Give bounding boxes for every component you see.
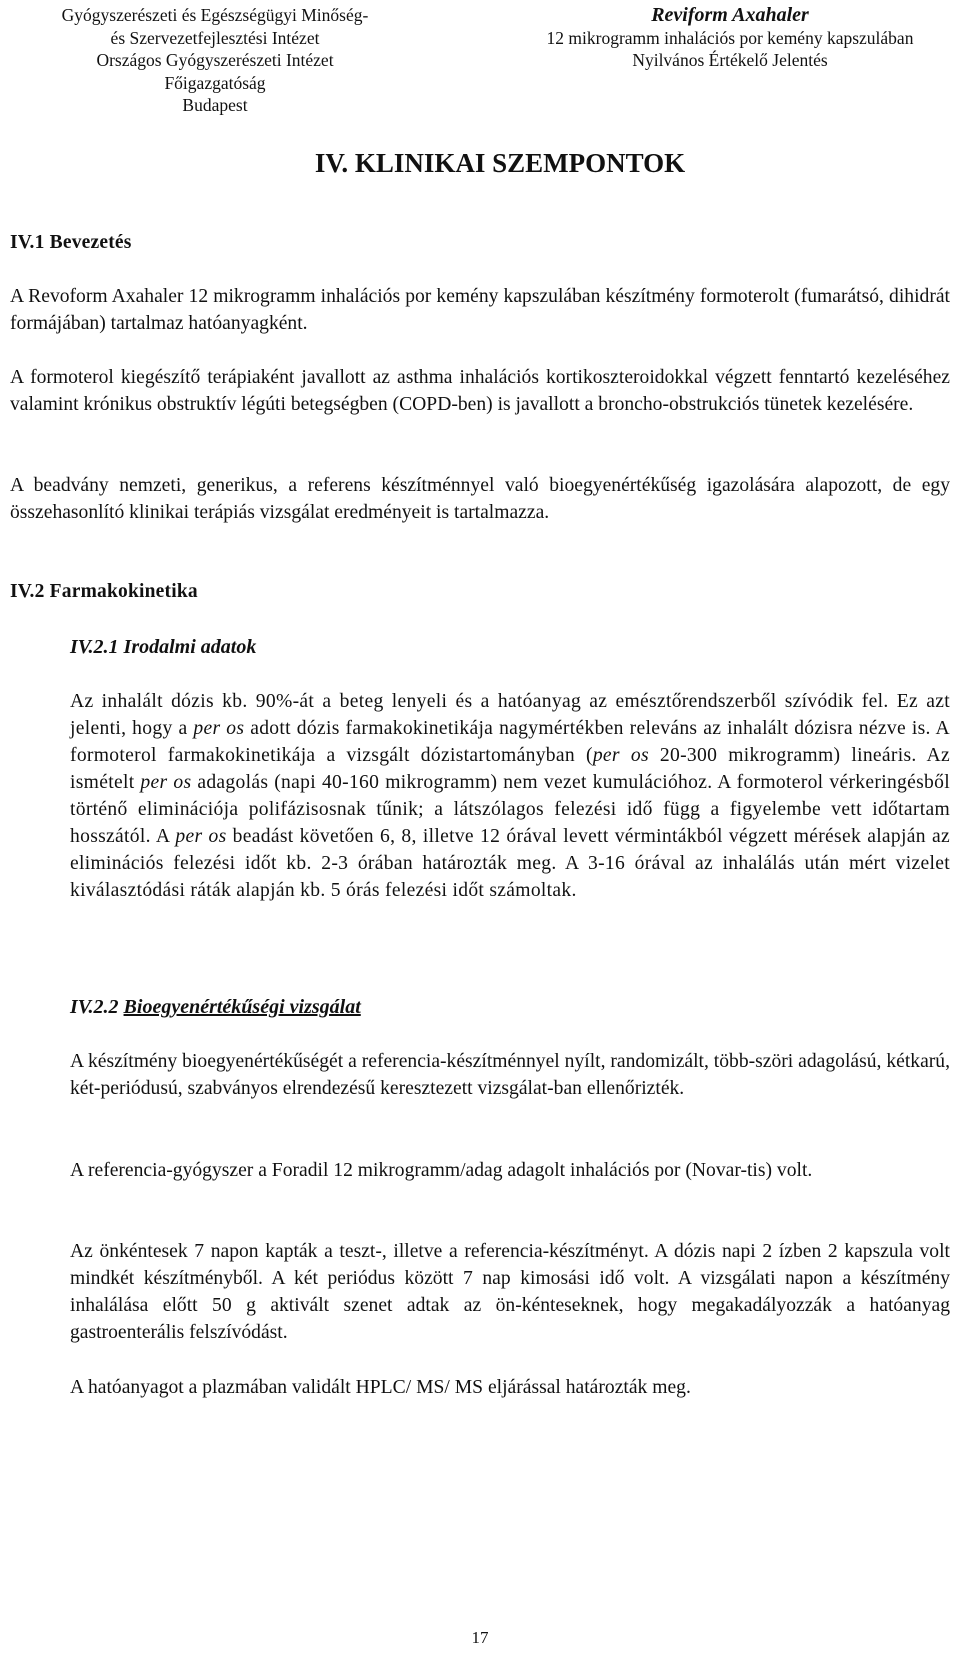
chapter-title-text: IV. KLINIKAI SZEMPONTOK: [314, 148, 686, 178]
text-run: Az inhalált dózis kb. 90%-át a beteg lenyeli és a hatóanyag az emésztőrendszerből szívódik fel. Ez azt jelenti, hogy a: [70, 691, 950, 739]
section-heading-introduction: IV.1 Bevezetés: [10, 232, 132, 253]
bioequivalence-paragraph-3: Az önkéntesek 7 napon kapták a teszt-, illetve a referencia-készítményt. A dózis napi 2 ízben 2 kapszula volt mindkét készítményből. A két periódus között 7 nap kimosási idő volt. A vizsgálati napon a készítmény inhalálása előtt 50 g aktivált szenet adtak az ön-kénteseknek, hogy megakadályozzák a hatóanyag gastroenterális felszívódást.: [70, 1241, 950, 1343]
bioequivalence-paragraph-2: A referencia-gyógyszer a Foradil 12 mikrogramm/adag adagolt inhalációs por (Novar-tis) volt.: [70, 1160, 813, 1181]
text-run: adott dózis farmakokinetikája nagymértékben releváns az inhalált dózisra nézve is. A formoterol farmakokinetikája a vizsgált dózistartományban (: [70, 718, 950, 766]
subsection-number: IV.2.2: [70, 996, 119, 1018]
bioequivalence-paragraph-1: A készítmény bioegyenértékűségét a referencia-készítménnyel nyílt, randomizált, több-szöri adagolású, kétkarú, két-periódusú, szabványos elrendezésű keresztezett vizsgálat-ban ellenőrizték.: [70, 1051, 950, 1099]
header-institution-line: Főigazgatóság: [164, 72, 266, 93]
header-institution-line: Országos Gyógyszerészeti Intézet: [96, 50, 334, 70]
text-run: 20-300 mikrogramm) lineáris. Az ismételt: [70, 745, 950, 793]
subsection-title: Bioegyenértékűségi vizsgálat: [123, 996, 361, 1018]
literature-paragraph: [70, 688, 950, 904]
report-type: Nyilvános Értékelő Jelentés: [632, 50, 828, 70]
bioequivalence-paragraph-4: A hatóanyagot a plazmában validált HPLC/ MS/ MS eljárással határozták meg.: [70, 1377, 691, 1398]
header-institution: [50, 4, 380, 117]
section-heading-pharmacokinetics: IV.2 Farmakokinetika: [10, 581, 198, 602]
text-run-italic: per os: [175, 826, 227, 847]
text-run: adagolás (napi 40-160 mikrogramm) nem vezet kumulációhoz. A formoterol vérkeringésből történő eliminációja polifázisosnak tűnik; a látszólagos felezési idő függ a figyelembe vett időtartam hosszától. A: [70, 772, 950, 847]
chapter-title: [0, 148, 960, 179]
text-run-italic: per os: [193, 718, 245, 739]
intro-paragraph-3: A beadvány nemzeti, generikus, a referens készítménnyel való bioegyenértékűség igazolására alapozott, de egy összehasonlító klinikai terápiás vizsgálat eredményeit is tartalmazza.: [10, 475, 950, 523]
intro-paragraph-2: A formoterol kiegészítő terápiaként javallott az asthma inhalációs kortikoszteroidokkal végzett fenntartó kezeléséhez valamint krónikus obstruktív légúti betegségben (COPD-ben) is javallott a broncho-obstrukciós tünetek kezelésére.: [10, 367, 950, 415]
subsection-heading-bioequivalence: [70, 996, 361, 1019]
header-institution-line: és Szervezetfejlesztési Intézet: [110, 27, 320, 48]
product-name: Reviform Axahaler: [651, 4, 809, 26]
intro-paragraph-1: A Revoform Axahaler 12 mikrogramm inhalációs por kemény kapszulában készítmény formoterolt (fumarátsó, dihidrát formájában) tartalmaz hatóanyagként.: [10, 286, 950, 334]
subsection-heading-literature: IV.2.1 Irodalmi adatok: [70, 636, 257, 658]
page-number: 17: [471, 1628, 489, 1647]
product-form: 12 mikrogramm inhalációs por kemény kapszulában: [546, 27, 914, 48]
text-run-italic: per os: [592, 745, 649, 766]
text-run-italic: per os: [140, 772, 192, 793]
header-institution-line: Gyógyszerészeti és Egészségügyi Minőség-: [61, 5, 369, 25]
text-run: beadást követően 6, 8, illetve 12 órával levett vérmintákból végzett mérések alapján az eliminációs felezési időt kb. 2-3 órában határozták meg. A 3-16 órával az inhalálás után mért vizelet kiválasztódási ráták alapján kb. 5 órás felezési időt számoltak.: [70, 826, 950, 901]
header-institution-line: Budapest: [182, 95, 248, 115]
header-product: [530, 4, 930, 72]
